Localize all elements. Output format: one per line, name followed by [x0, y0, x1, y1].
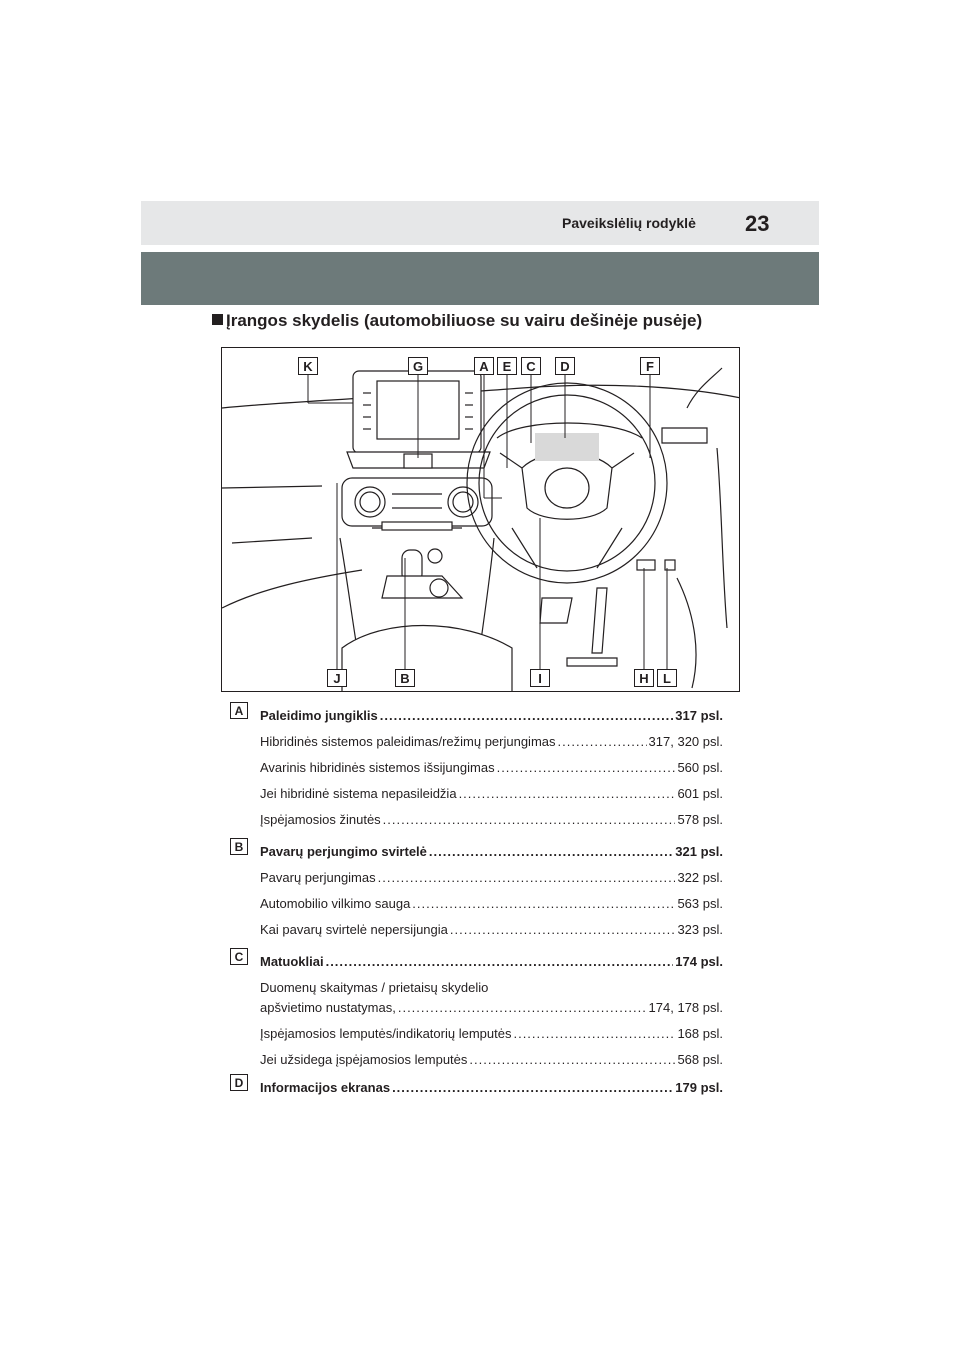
- entry-row[interactable]: [260, 760, 723, 776]
- entry-row[interactable]: [260, 812, 723, 828]
- entry-row[interactable]: [260, 1026, 723, 1042]
- header-title: Paveikslėlių rodyklė: [562, 215, 696, 231]
- entry-page: 323 psl.: [677, 922, 723, 937]
- entry-label: Įspėjamosios žinutės: [260, 812, 381, 827]
- callout-j: J: [327, 669, 347, 687]
- entry-label: Kai pavarų svirtelė nepersijungia: [260, 922, 448, 937]
- entry-page: 322 psl.: [677, 870, 723, 885]
- entry-label-line: Duomenų skaitymas / prietaisų skydelio: [260, 980, 489, 995]
- callout-c: C: [521, 357, 541, 375]
- entry-page: 174, 178 psl.: [648, 1000, 723, 1015]
- entry-label: Pavarų perjungimas: [260, 870, 376, 885]
- entry-group-b: [230, 838, 725, 948]
- entry-row[interactable]: [260, 1052, 723, 1068]
- callout-l: L: [657, 669, 677, 687]
- letter-box-c: C: [230, 948, 248, 965]
- entry-label: Automobilio vilkimo sauga: [260, 896, 411, 911]
- letter-box-a: A: [230, 702, 248, 719]
- entry-group-a: [230, 702, 725, 838]
- dashboard-drawing: [222, 348, 740, 692]
- section-title: [212, 311, 702, 331]
- entry-page: 563 psl.: [677, 896, 723, 911]
- bullet-square-icon: [212, 314, 223, 325]
- callout-k: K: [298, 357, 318, 375]
- entry-row[interactable]: [260, 922, 723, 938]
- header-band: [141, 252, 819, 305]
- entry-group-c: [230, 948, 725, 1074]
- callout-d: D: [555, 357, 575, 375]
- letter-box-d: D: [230, 1074, 248, 1091]
- entry-label: Paleidimo jungiklis: [260, 708, 378, 723]
- entry-page: 321 psl.: [675, 844, 723, 859]
- entry-label: Matuokliai: [260, 954, 324, 969]
- entry-page: 568 psl.: [677, 1052, 723, 1067]
- entry-label: Įspėjamosios lemputės/indikatorių lemputės: [260, 1026, 512, 1041]
- entry-row[interactable]: [260, 1080, 723, 1096]
- callout-a: A: [474, 357, 494, 375]
- entry-label: Informacijos ekranas: [260, 1080, 391, 1095]
- entry-group-d: [230, 1074, 725, 1104]
- entry-row[interactable]: [260, 786, 723, 802]
- section-title-text: Įrangos skydelis (automobiliuose su vairu dešinėje pusėje): [226, 311, 703, 330]
- page-number: 23: [745, 211, 770, 236]
- entry-row[interactable]: [260, 870, 723, 886]
- callout-h: H: [634, 669, 654, 687]
- header-bar: [141, 201, 819, 245]
- entry-list: [230, 702, 725, 1104]
- entry-page: 168 psl.: [677, 1026, 723, 1041]
- letter-box-b: B: [230, 838, 248, 855]
- entry-label: Jei užsidega įspėjamosios lemputės: [260, 1052, 468, 1067]
- entry-page: 317, 320 psl.: [648, 734, 723, 749]
- entry-page: 179 psl.: [675, 1080, 723, 1095]
- callout-e: E: [497, 357, 517, 375]
- instrument-panel-illustration: [221, 347, 740, 692]
- entry-label: Pavarų perjungimo svirtelė: [260, 844, 427, 859]
- entry-row[interactable]: [260, 844, 723, 860]
- entry-label: apšvietimo nustatymas,: [260, 1000, 396, 1015]
- callout-g: G: [408, 357, 428, 375]
- callout-b: B: [395, 669, 415, 687]
- entry-label: Jei hibridinė sistema nepasileidžia: [260, 786, 457, 801]
- entry-page: 601 psl.: [677, 786, 723, 801]
- entry-row[interactable]: [260, 954, 723, 970]
- entry-label: Hibridinės sistemos paleidimas/režimų perjungimas: [260, 734, 556, 749]
- entry-row[interactable]: [260, 708, 723, 724]
- entry-page: 317 psl.: [675, 708, 723, 723]
- entry-row[interactable]: [260, 734, 723, 750]
- entry-page: 560 psl.: [677, 760, 723, 775]
- entry-page: 578 psl.: [677, 812, 723, 827]
- entry-label: Avarinis hibridinės sistemos išsijungimas: [260, 760, 495, 775]
- entry-row[interactable]: [260, 1000, 723, 1016]
- entry-page: 174 psl.: [675, 954, 723, 969]
- entry-row[interactable]: [260, 896, 723, 912]
- callout-f: F: [640, 357, 660, 375]
- callout-i: I: [530, 669, 550, 687]
